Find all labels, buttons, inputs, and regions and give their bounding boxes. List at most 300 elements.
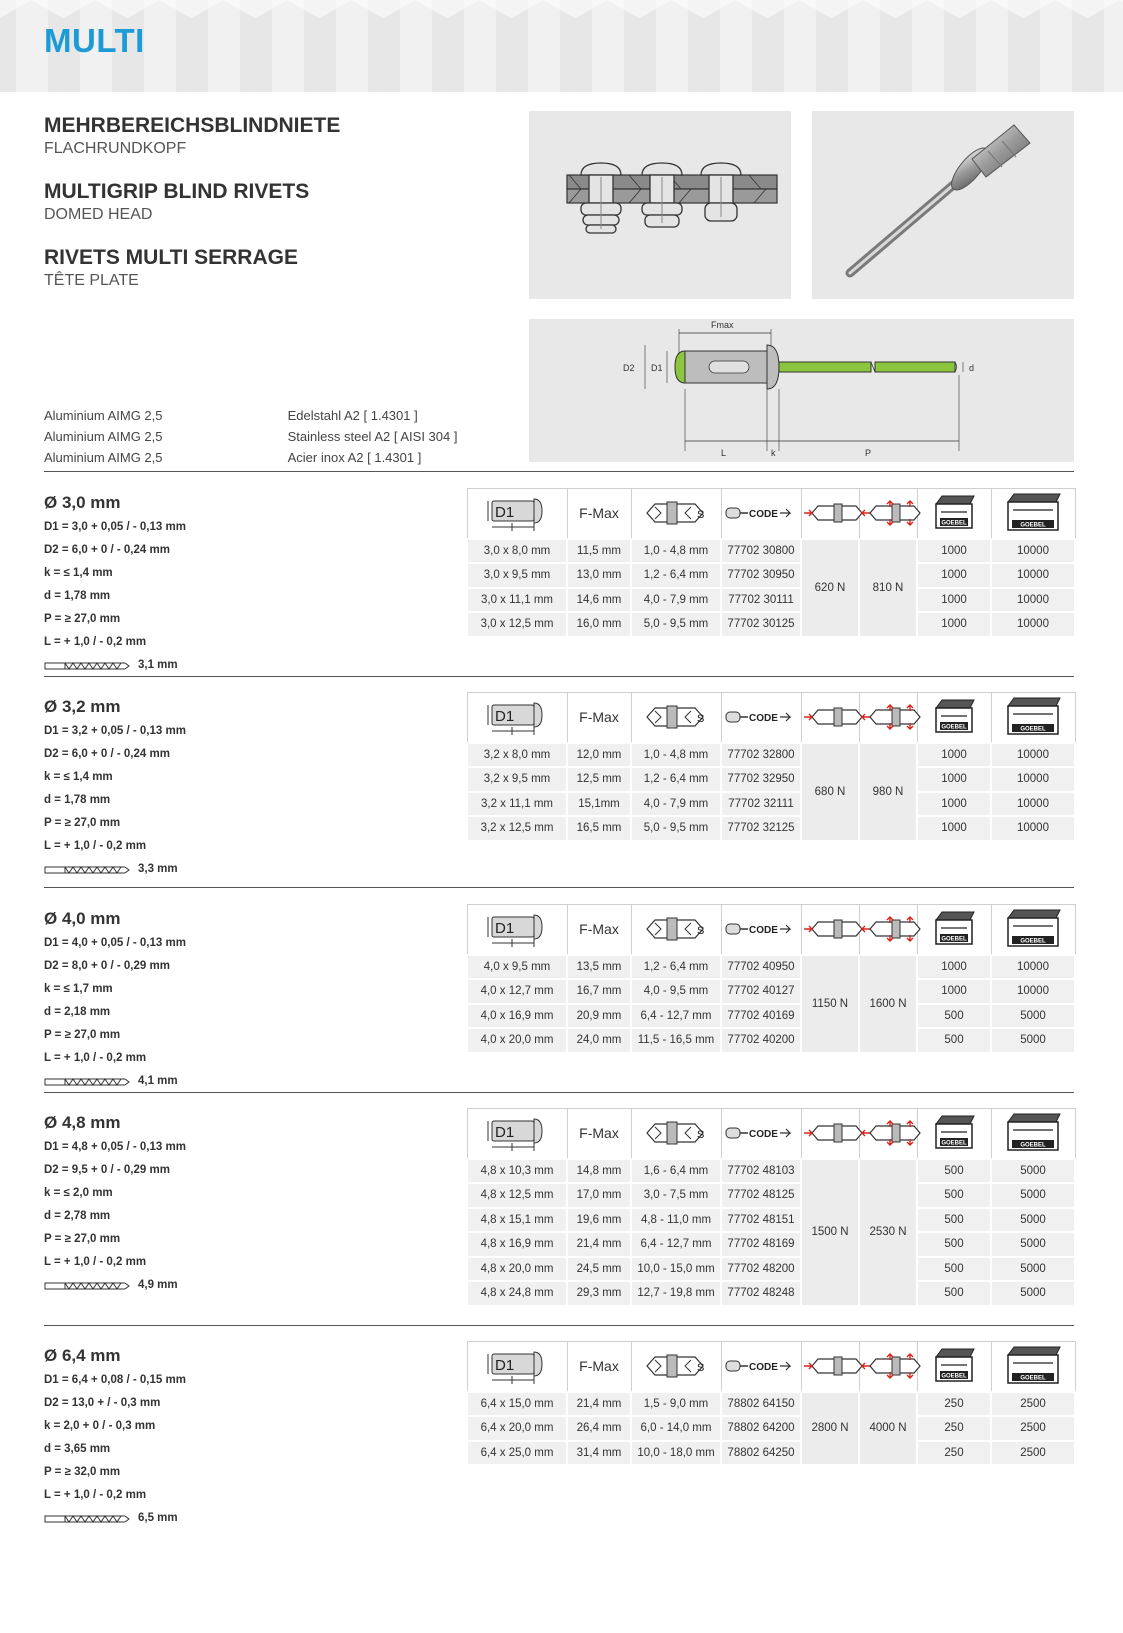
table-row [467,563,1075,588]
header-icon-cell [631,693,721,743]
cell-grip: 1,0 - 4,8 mm [631,539,721,564]
carton-quantity-icon [1001,490,1065,536]
cell-size: 4,0 x 20,0 mm [467,1028,567,1053]
table-row [467,1028,1075,1053]
table-row [467,1392,1075,1417]
table-row [467,816,1075,841]
brand-label: GOEBEL [941,520,967,527]
section-divider [44,1092,1074,1093]
title-main: RIVETS MULTI SERRAGE [44,246,298,269]
cell-carton: 10000 [991,539,1075,564]
diameter-title: Ø 4,0 mm [44,909,121,928]
header-icon-cell [631,489,721,539]
cell-size: 6,4 x 15,0 mm [467,1392,567,1417]
brand-label: GOEBEL [941,936,967,943]
spec-line: L = + 1,0 / - 0,2 mm [44,1256,147,1268]
cell-fmax: 29,3 mm [567,1281,631,1306]
cell-shear: 620 N [801,539,859,637]
cell-tensile: 1600 N [859,955,917,1053]
cell-fmax: 17,0 mm [567,1183,631,1208]
cell-grip: 4,0 - 7,9 mm [631,588,721,613]
cell-code: 77702 48200 [721,1257,801,1282]
spec-line: P = ≥ 27,0 mm [44,1029,121,1041]
cell-code: 78802 64200 [721,1416,801,1441]
spec-block [44,1110,454,1297]
grip-range-icon [641,1118,711,1148]
spec-line: P = ≥ 27,0 mm [44,817,121,829]
cell-fmax: 16,0 mm [567,612,631,637]
spec-line: k = ≤ 1,7 mm [44,983,113,995]
section-divider [44,471,1074,472]
page-header [0,0,1123,92]
svg-text:S: S [697,1129,705,1142]
spec-line: D2 = 13,0 + / - 0,3 mm [44,1397,161,1409]
drill-size [44,1070,178,1093]
cell-box: 250 [917,1416,991,1441]
cell-fmax: 13,5 mm [567,955,631,980]
section-divider [44,676,1074,677]
brand-label: GOEBEL [941,1373,967,1380]
title-main: MULTIGRIP BLIND RIVETS [44,180,310,203]
code-icon [722,1353,800,1379]
spec-line: P = ≥ 32,0 mm [44,1466,121,1478]
cell-carton: 5000 [991,1208,1075,1233]
rivet-dimension-icon [482,697,552,737]
dim-icon-label: D1 [495,1357,515,1375]
rivet-dimension-icon [482,1113,552,1153]
cell-fmax: 12,5 mm [567,767,631,792]
cell-shear: 2800 N [801,1392,859,1466]
header-icon-cell [917,1342,991,1392]
carton-quantity-icon [1001,1343,1065,1389]
header-icon-cell [721,489,801,539]
table-row [467,1416,1075,1441]
cell-size: 3,0 x 9,5 mm [467,563,567,588]
cell-shear: 1150 N [801,955,859,1053]
cell-carton: 5000 [991,1257,1075,1282]
cell-code: 77702 48151 [721,1208,801,1233]
section-divider [44,887,1074,888]
cell-fmax: 26,4 mm [567,1416,631,1441]
materials-list [44,405,457,468]
drill-bit-icon [44,1077,130,1087]
header-icon-cell [917,905,991,955]
material-mandrel: Acier inox A2 [ 1.4301 ] [287,450,422,465]
header-icon-cell [801,489,859,539]
cell-fmax: 24,5 mm [567,1257,631,1282]
table-row [467,767,1075,792]
brand-label: GOEBEL [941,724,967,731]
cell-carton: 10000 [991,743,1075,768]
cell-box: 1000 [917,563,991,588]
cell-size: 4,8 x 16,9 mm [467,1232,567,1257]
cell-carton: 2500 [991,1416,1075,1441]
cell-size: 6,4 x 25,0 mm [467,1441,567,1466]
brand-label: GOEBEL [1020,1142,1046,1149]
drill-bit-icon [44,1514,130,1524]
brand-label: GOEBEL [1020,522,1046,529]
spec-line: D1 = 6,4 + 0,08 / - 0,15 mm [44,1374,186,1386]
header-icon-cell [801,1342,859,1392]
rivet-table [466,692,1076,842]
grip-range-icon [641,498,711,528]
spec-line: d = 1,78 mm [44,794,111,806]
drill-size-value: 3,1 mm [138,659,178,671]
table-row [467,1281,1075,1306]
cell-size: 3,2 x 12,5 mm [467,816,567,841]
table-row [467,979,1075,1004]
fmax-header-label: F-Max [579,709,619,726]
page-title: MULTI [44,22,145,59]
table-row [467,1232,1075,1257]
spec-line: D1 = 4,8 + 0,05 / - 0,13 mm [44,1141,186,1153]
fmax-header-label: F-Max [579,505,619,522]
cell-grip: 12,7 - 19,8 mm [631,1281,721,1306]
cell-box: 500 [917,1281,991,1306]
header-icon-cell [991,693,1075,743]
cell-carton: 5000 [991,1232,1075,1257]
cell-tensile: 980 N [859,743,917,841]
cell-fmax: 24,0 mm [567,1028,631,1053]
cell-code: 77702 30125 [721,612,801,637]
cell-size: 4,0 x 9,5 mm [467,955,567,980]
table-row [467,955,1075,980]
cell-grip: 1,6 - 6,4 mm [631,1159,721,1184]
box-quantity-icon [929,492,979,534]
cell-box: 1000 [917,612,991,637]
cell-box: 500 [917,1028,991,1053]
drill-size-value: 4,1 mm [138,1075,178,1087]
header-icon-cell [721,1342,801,1392]
spec-line: L = + 1,0 / - 0,2 mm [44,1489,147,1501]
label-p: P [865,448,872,458]
cell-size: 3,0 x 12,5 mm [467,612,567,637]
section-divider [44,1325,1074,1326]
cell-fmax: 14,8 mm [567,1159,631,1184]
cell-fmax: 14,6 mm [567,588,631,613]
cell-carton: 5000 [991,1159,1075,1184]
cell-grip: 4,0 - 7,9 mm [631,792,721,817]
svg-text:S: S [697,1362,705,1375]
cell-box: 500 [917,1159,991,1184]
cell-carton: 5000 [991,1281,1075,1306]
cell-size: 4,8 x 15,1 mm [467,1208,567,1233]
table-row [467,588,1075,613]
title-english [44,179,504,225]
cell-fmax: 31,4 mm [567,1441,631,1466]
header-icon-cell [721,905,801,955]
box-quantity-icon [929,696,979,738]
cell-grip: 1,0 - 4,8 mm [631,743,721,768]
brand-label: GOEBEL [1020,938,1046,945]
dim-icon-label: D1 [495,708,515,726]
cell-code: 77702 48125 [721,1183,801,1208]
cell-code: 77702 48248 [721,1281,801,1306]
drill-size [44,1507,178,1530]
cell-size: 3,2 x 8,0 mm [467,743,567,768]
table-row [467,539,1075,564]
cell-box: 250 [917,1441,991,1466]
spec-line: D1 = 4,0 + 0,05 / - 0,13 mm [44,937,186,949]
cell-box: 1000 [917,767,991,792]
cell-grip: 4,0 - 9,5 mm [631,979,721,1004]
cell-code: 77702 40127 [721,979,801,1004]
header-icon-cell [801,693,859,743]
spec-line: D2 = 6,0 + 0 / - 0,24 mm [44,748,170,760]
dim-icon-label: D1 [495,1124,515,1142]
cell-fmax: 21,4 mm [567,1392,631,1417]
cell-grip: 5,0 - 9,5 mm [631,816,721,841]
spec-line: k = ≤ 1,4 mm [44,567,113,579]
dim-icon-label: D1 [495,920,515,938]
fmax-header-label: F-Max [579,1358,619,1375]
cell-carton: 10000 [991,979,1075,1004]
rivet-illustration [812,111,1074,299]
cell-code: 77702 30111 [721,588,801,613]
spec-line: k = ≤ 1,4 mm [44,771,113,783]
cell-grip: 6,4 - 12,7 mm [631,1004,721,1029]
table-row [467,1183,1075,1208]
cell-box: 500 [917,1257,991,1282]
svg-text:S: S [697,509,705,522]
grip-range-icon [641,702,711,732]
header-icon-cell [991,905,1075,955]
code-icon-label: CODE [749,1129,778,1141]
table-header [467,905,1075,955]
spec-block [44,694,454,881]
drill-size-value: 3,3 mm [138,863,178,875]
cell-grip: 6,4 - 12,7 mm [631,1232,721,1257]
cell-carton: 5000 [991,1028,1075,1053]
cell-fmax: 21,4 mm [567,1232,631,1257]
label-d2: D2 [623,363,635,373]
cell-box: 1000 [917,539,991,564]
material-row [44,447,457,468]
label-d: d [969,363,975,373]
cell-box: 500 [917,1183,991,1208]
carton-quantity-icon [1001,906,1065,952]
table-header [467,1342,1075,1392]
title-sub: FLACHRUNDKOPF [44,140,187,157]
table-row [467,1208,1075,1233]
grip-range-icon [641,914,711,944]
material-body: Aluminium AIMG 2,5 [44,450,163,465]
cell-code: 77702 40950 [721,955,801,980]
cell-code: 77702 30950 [721,563,801,588]
spec-line: D1 = 3,2 + 0,05 / - 0,13 mm [44,725,186,737]
header-icon-cell [467,1109,567,1159]
title-german [44,113,504,159]
box-quantity-icon [929,1112,979,1154]
cell-carton: 2500 [991,1441,1075,1466]
cell-size: 3,0 x 8,0 mm [467,539,567,564]
spec-line: L = + 1,0 / - 0,2 mm [44,636,147,648]
spec-block [44,1343,454,1530]
material-body: Aluminium AIMG 2,5 [44,408,163,423]
header-icon-cell [917,489,991,539]
code-icon [722,500,800,526]
label-l: L [721,448,727,458]
header-icon-cell [801,905,859,955]
diameter-title: Ø 3,0 mm [44,493,121,512]
material-mandrel: Stainless steel A2 [ AISI 304 ] [287,429,458,444]
title-sub: TÊTE PLATE [44,272,139,289]
cell-size: 3,2 x 9,5 mm [467,767,567,792]
code-icon [722,1120,800,1146]
cell-carton: 5000 [991,1183,1075,1208]
cell-size: 4,0 x 12,7 mm [467,979,567,1004]
spec-line: P = ≥ 27,0 mm [44,1233,121,1245]
cell-fmax: 13,0 mm [567,563,631,588]
spec-line: P = ≥ 27,0 mm [44,613,121,625]
cell-grip: 10,0 - 18,0 mm [631,1441,721,1466]
cell-shear: 1500 N [801,1159,859,1306]
drill-size-value: 4,9 mm [138,1279,178,1291]
rivet-dimension-icon [482,909,552,949]
cell-code: 77702 40200 [721,1028,801,1053]
cell-size: 6,4 x 20,0 mm [467,1416,567,1441]
installed-rivets-image [529,111,791,299]
cell-box: 1000 [917,979,991,1004]
table-header [467,693,1075,743]
header-fmax [567,1342,631,1392]
cell-size: 4,8 x 12,5 mm [467,1183,567,1208]
cell-code: 77702 40169 [721,1004,801,1029]
header-icon-cell [467,489,567,539]
spec-line: d = 3,65 mm [44,1443,111,1455]
material-mandrel: Edelstahl A2 [ 1.4301 ] [287,408,418,423]
rivet-dimension-icon [482,493,552,533]
brand-label: GOEBEL [941,1140,967,1147]
header-fmax [567,1109,631,1159]
table-row [467,612,1075,637]
cell-carton: 10000 [991,563,1075,588]
spec-block [44,906,454,1093]
rivet-dimension-icon [482,1346,552,1386]
cell-fmax: 12,0 mm [567,743,631,768]
installed-rivets-illustration [529,111,791,299]
cell-box: 250 [917,1392,991,1417]
drill-bit-icon [44,661,130,671]
cell-size: 4,0 x 16,9 mm [467,1004,567,1029]
code-icon-label: CODE [749,509,778,521]
table-row [467,743,1075,768]
cell-grip: 11,5 - 16,5 mm [631,1028,721,1053]
cell-carton: 10000 [991,767,1075,792]
carton-quantity-icon [1001,694,1065,740]
cell-grip: 4,8 - 11,0 mm [631,1208,721,1233]
drill-size [44,654,178,677]
header-icon-cell [631,905,721,955]
header-icon-cell [801,1109,859,1159]
cell-carton: 10000 [991,816,1075,841]
cell-code: 77702 48103 [721,1159,801,1184]
cell-grip: 6,0 - 14,0 mm [631,1416,721,1441]
cell-code: 77702 30800 [721,539,801,564]
box-quantity-icon [929,1345,979,1387]
cell-code: 77702 32800 [721,743,801,768]
rivet-dimension-drawing [529,319,1074,462]
rivet-table [466,1108,1076,1307]
cell-tensile: 4000 N [859,1392,917,1466]
cell-code: 78802 64150 [721,1392,801,1417]
drill-bit-icon [44,1281,130,1291]
technical-drawing [529,319,1074,462]
label-d1: D1 [651,363,663,373]
cell-tensile: 2530 N [859,1159,917,1306]
spec-line: L = + 1,0 / - 0,2 mm [44,840,147,852]
title-sub: DOMED HEAD [44,206,153,223]
cell-grip: 10,0 - 15,0 mm [631,1257,721,1282]
label-k: k [771,448,776,458]
diameter-title: Ø 6,4 mm [44,1346,121,1365]
header-icon-cell [721,693,801,743]
fmax-header-label: F-Max [579,1125,619,1142]
cell-carton: 2500 [991,1392,1075,1417]
cell-shear: 680 N [801,743,859,841]
cell-fmax: 16,7 mm [567,979,631,1004]
cell-box: 500 [917,1232,991,1257]
spec-line: L = + 1,0 / - 0,2 mm [44,1052,147,1064]
spec-line: d = 2,18 mm [44,1006,111,1018]
header-fmax [567,693,631,743]
rivet-table [466,488,1076,638]
cell-fmax: 19,6 mm [567,1208,631,1233]
drill-size [44,858,178,881]
cell-box: 500 [917,1004,991,1029]
header-icon-cell [631,1109,721,1159]
diameter-title: Ø 4,8 mm [44,1113,121,1132]
header-fmax [567,905,631,955]
title-french [44,245,504,291]
cell-code: 78802 64250 [721,1441,801,1466]
dim-icon-label: D1 [495,504,515,522]
cell-grip: 1,5 - 9,0 mm [631,1392,721,1417]
cell-fmax: 11,5 mm [567,539,631,564]
cell-code: 77702 32111 [721,792,801,817]
header-icon-cell [991,1342,1075,1392]
grip-range-icon [641,1351,711,1381]
brand-label: GOEBEL [1020,1375,1046,1382]
cell-box: 500 [917,1208,991,1233]
header-icon-cell [467,905,567,955]
cell-size: 4,8 x 10,3 mm [467,1159,567,1184]
spec-line: d = 1,78 mm [44,590,111,602]
cell-grip: 5,0 - 9,5 mm [631,612,721,637]
fmax-header-label: F-Max [579,921,619,938]
spec-line: D2 = 9,5 + 0 / - 0,29 mm [44,1164,170,1176]
code-icon-label: CODE [749,713,778,725]
spec-line: D1 = 3,0 + 0,05 / - 0,13 mm [44,521,186,533]
drill-size [44,1274,178,1297]
table-header [467,489,1075,539]
cell-fmax: 20,9 mm [567,1004,631,1029]
brand-label: GOEBEL [1020,726,1046,733]
code-icon [722,916,800,942]
spec-line: k = 2,0 + 0 / - 0,3 mm [44,1420,156,1432]
cell-size: 3,2 x 11,1 mm [467,792,567,817]
cell-size: 4,8 x 20,0 mm [467,1257,567,1282]
spec-line: D2 = 6,0 + 0 / - 0,24 mm [44,544,170,556]
cell-grip: 1,2 - 6,4 mm [631,955,721,980]
cell-box: 1000 [917,816,991,841]
cell-tensile: 810 N [859,539,917,637]
cell-fmax: 16,5 mm [567,816,631,841]
header-icon-cell [467,1342,567,1392]
header-icon-cell [721,1109,801,1159]
header-icon-cell [991,489,1075,539]
code-icon-label: CODE [749,1362,778,1374]
